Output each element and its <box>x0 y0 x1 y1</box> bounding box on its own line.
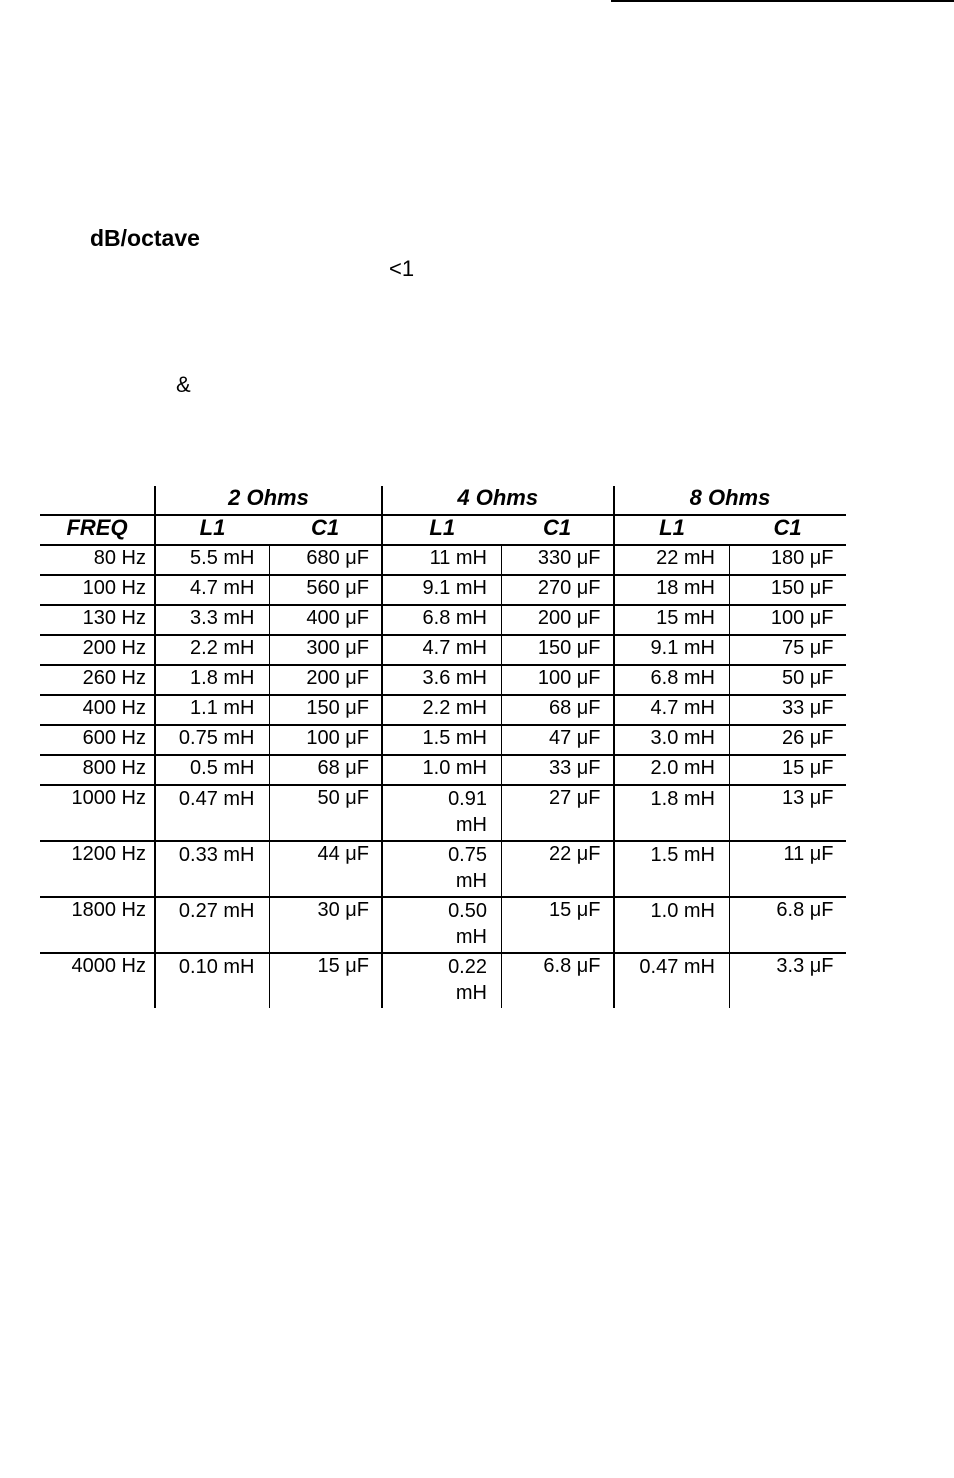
l1-4ohm-cell: 0.75 mH <box>382 841 502 897</box>
c1-4ohm-cell: 33 μF <box>502 755 614 785</box>
c1-4ohm-cell: 270 μF <box>502 575 614 605</box>
l1-2ohm-cell: 0.33 mH <box>155 841 269 897</box>
l1-2ohm-cell: 0.10 mH <box>155 953 269 1008</box>
l1-2ohm-cell: 0.75 mH <box>155 725 269 755</box>
l1-8ohm-cell: 15 mH <box>614 605 730 635</box>
column-header-row <box>40 515 846 545</box>
l1-4ohm-cell: 0.91 mH <box>382 785 502 841</box>
c1-4ohm-cell: 200 μF <box>502 605 614 635</box>
l1-2ohm-cell: 3.3 mH <box>155 605 269 635</box>
c1-8ohm-cell: 26 μF <box>730 725 846 755</box>
c1-2ohm-cell: 15 μF <box>269 953 382 1008</box>
l1-8ohm-cell: 2.0 mH <box>614 755 730 785</box>
table-row <box>40 841 846 897</box>
c1-4ohm-cell: 15 μF <box>502 897 614 953</box>
l1-4ohm-cell: 1.0 mH <box>382 755 502 785</box>
freq-cell: 100 Hz <box>40 575 155 605</box>
c1-2ohm-cell: 300 μF <box>269 635 382 665</box>
l1-8ohm-cell: 1.5 mH <box>614 841 730 897</box>
table-row <box>40 635 846 665</box>
table-row <box>40 605 846 635</box>
c1-8ohm-cell: 180 μF <box>730 545 846 575</box>
c1-2ohm-cell: 680 μF <box>269 545 382 575</box>
c1-header-8ohm: C1 <box>730 515 846 545</box>
l1-4ohm-cell: 6.8 mH <box>382 605 502 635</box>
c1-2ohm-cell: 44 μF <box>269 841 382 897</box>
l1-8ohm-cell: 0.47 mH <box>614 953 730 1008</box>
crossover-component-table <box>40 486 846 1008</box>
c1-4ohm-cell: 68 μF <box>502 695 614 725</box>
c1-8ohm-cell: 11 μF <box>730 841 846 897</box>
table-row <box>40 897 846 953</box>
c1-4ohm-cell: 47 μF <box>502 725 614 755</box>
c1-8ohm-cell: 13 μF <box>730 785 846 841</box>
freq-cell: 4000 Hz <box>40 953 155 1008</box>
c1-2ohm-cell: 68 μF <box>269 755 382 785</box>
l1-2ohm-cell: 0.27 mH <box>155 897 269 953</box>
l1-2ohm-cell: 1.8 mH <box>155 665 269 695</box>
c1-4ohm-cell: 100 μF <box>502 665 614 695</box>
l1-4ohm-cell: 11 mH <box>382 545 502 575</box>
l1-4ohm-cell: 2.2 mH <box>382 695 502 725</box>
freq-column-header: FREQ <box>40 515 155 545</box>
freq-cell: 130 Hz <box>40 605 155 635</box>
c1-header-2ohm: C1 <box>269 515 382 545</box>
l1-2ohm-cell: 5.5 mH <box>155 545 269 575</box>
table-row <box>40 545 846 575</box>
freq-cell: 400 Hz <box>40 695 155 725</box>
table-row <box>40 665 846 695</box>
l1-4ohm-cell: 3.6 mH <box>382 665 502 695</box>
l1-8ohm-cell: 18 mH <box>614 575 730 605</box>
table-row <box>40 755 846 785</box>
c1-4ohm-cell: 6.8 μF <box>502 953 614 1008</box>
c1-8ohm-cell: 6.8 μF <box>730 897 846 953</box>
c1-8ohm-cell: 50 μF <box>730 665 846 695</box>
c1-4ohm-cell: 22 μF <box>502 841 614 897</box>
l1-4ohm-cell: 1.5 mH <box>382 725 502 755</box>
table-row <box>40 953 846 1008</box>
l1-8ohm-cell: 3.0 mH <box>614 725 730 755</box>
l1-8ohm-cell: 22 mH <box>614 545 730 575</box>
c1-8ohm-cell: 150 μF <box>730 575 846 605</box>
l1-4ohm-cell: 4.7 mH <box>382 635 502 665</box>
freq-cell: 1800 Hz <box>40 897 155 953</box>
l1-4ohm-cell: 9.1 mH <box>382 575 502 605</box>
c1-2ohm-cell: 150 μF <box>269 695 382 725</box>
l1-4ohm-cell: 0.50 mH <box>382 897 502 953</box>
less-than-one-text: <1 <box>389 256 415 281</box>
c1-2ohm-cell: 560 μF <box>269 575 382 605</box>
freq-cell: 1000 Hz <box>40 785 155 841</box>
top-rule <box>611 0 954 2</box>
impedance-header-row <box>40 486 846 515</box>
impedance-4-ohms-header: 4 Ohms <box>382 486 614 515</box>
l1-8ohm-cell: 1.8 mH <box>614 785 730 841</box>
l1-2ohm-cell: 1.1 mH <box>155 695 269 725</box>
l1-header-8ohm: L1 <box>614 515 730 545</box>
l1-header-2ohm: L1 <box>155 515 269 545</box>
freq-cell: 1200 Hz <box>40 841 155 897</box>
c1-2ohm-cell: 50 μF <box>269 785 382 841</box>
l1-2ohm-cell: 0.47 mH <box>155 785 269 841</box>
c1-4ohm-cell: 150 μF <box>502 635 614 665</box>
ampersand-text: & <box>176 372 191 397</box>
c1-8ohm-cell: 15 μF <box>730 755 846 785</box>
table-row <box>40 785 846 841</box>
impedance-2-ohms-header: 2 Ohms <box>155 486 382 515</box>
l1-8ohm-cell: 9.1 mH <box>614 635 730 665</box>
l1-header-4ohm: L1 <box>382 515 502 545</box>
c1-2ohm-cell: 400 μF <box>269 605 382 635</box>
c1-2ohm-cell: 30 μF <box>269 897 382 953</box>
l1-8ohm-cell: 4.7 mH <box>614 695 730 725</box>
db-octave-text: dB/octave <box>90 225 200 251</box>
freq-cell: 600 Hz <box>40 725 155 755</box>
c1-8ohm-cell: 100 μF <box>730 605 846 635</box>
freq-cell: 800 Hz <box>40 755 155 785</box>
l1-2ohm-cell: 2.2 mH <box>155 635 269 665</box>
c1-4ohm-cell: 27 μF <box>502 785 614 841</box>
impedance-8-ohms-header: 8 Ohms <box>614 486 846 515</box>
c1-2ohm-cell: 200 μF <box>269 665 382 695</box>
l1-8ohm-cell: 6.8 mH <box>614 665 730 695</box>
c1-header-4ohm: C1 <box>502 515 614 545</box>
freq-cell: 80 Hz <box>40 545 155 575</box>
freq-cell: 200 Hz <box>40 635 155 665</box>
table-row <box>40 695 846 725</box>
l1-4ohm-cell: 0.22 mH <box>382 953 502 1008</box>
c1-2ohm-cell: 100 μF <box>269 725 382 755</box>
table-row <box>40 575 846 605</box>
table-row <box>40 725 846 755</box>
l1-2ohm-cell: 4.7 mH <box>155 575 269 605</box>
c1-8ohm-cell: 33 μF <box>730 695 846 725</box>
c1-8ohm-cell: 75 μF <box>730 635 846 665</box>
freq-cell: 260 Hz <box>40 665 155 695</box>
l1-8ohm-cell: 1.0 mH <box>614 897 730 953</box>
c1-8ohm-cell: 3.3 μF <box>730 953 846 1008</box>
l1-2ohm-cell: 0.5 mH <box>155 755 269 785</box>
c1-4ohm-cell: 330 μF <box>502 545 614 575</box>
blank-corner-cell <box>40 486 155 515</box>
